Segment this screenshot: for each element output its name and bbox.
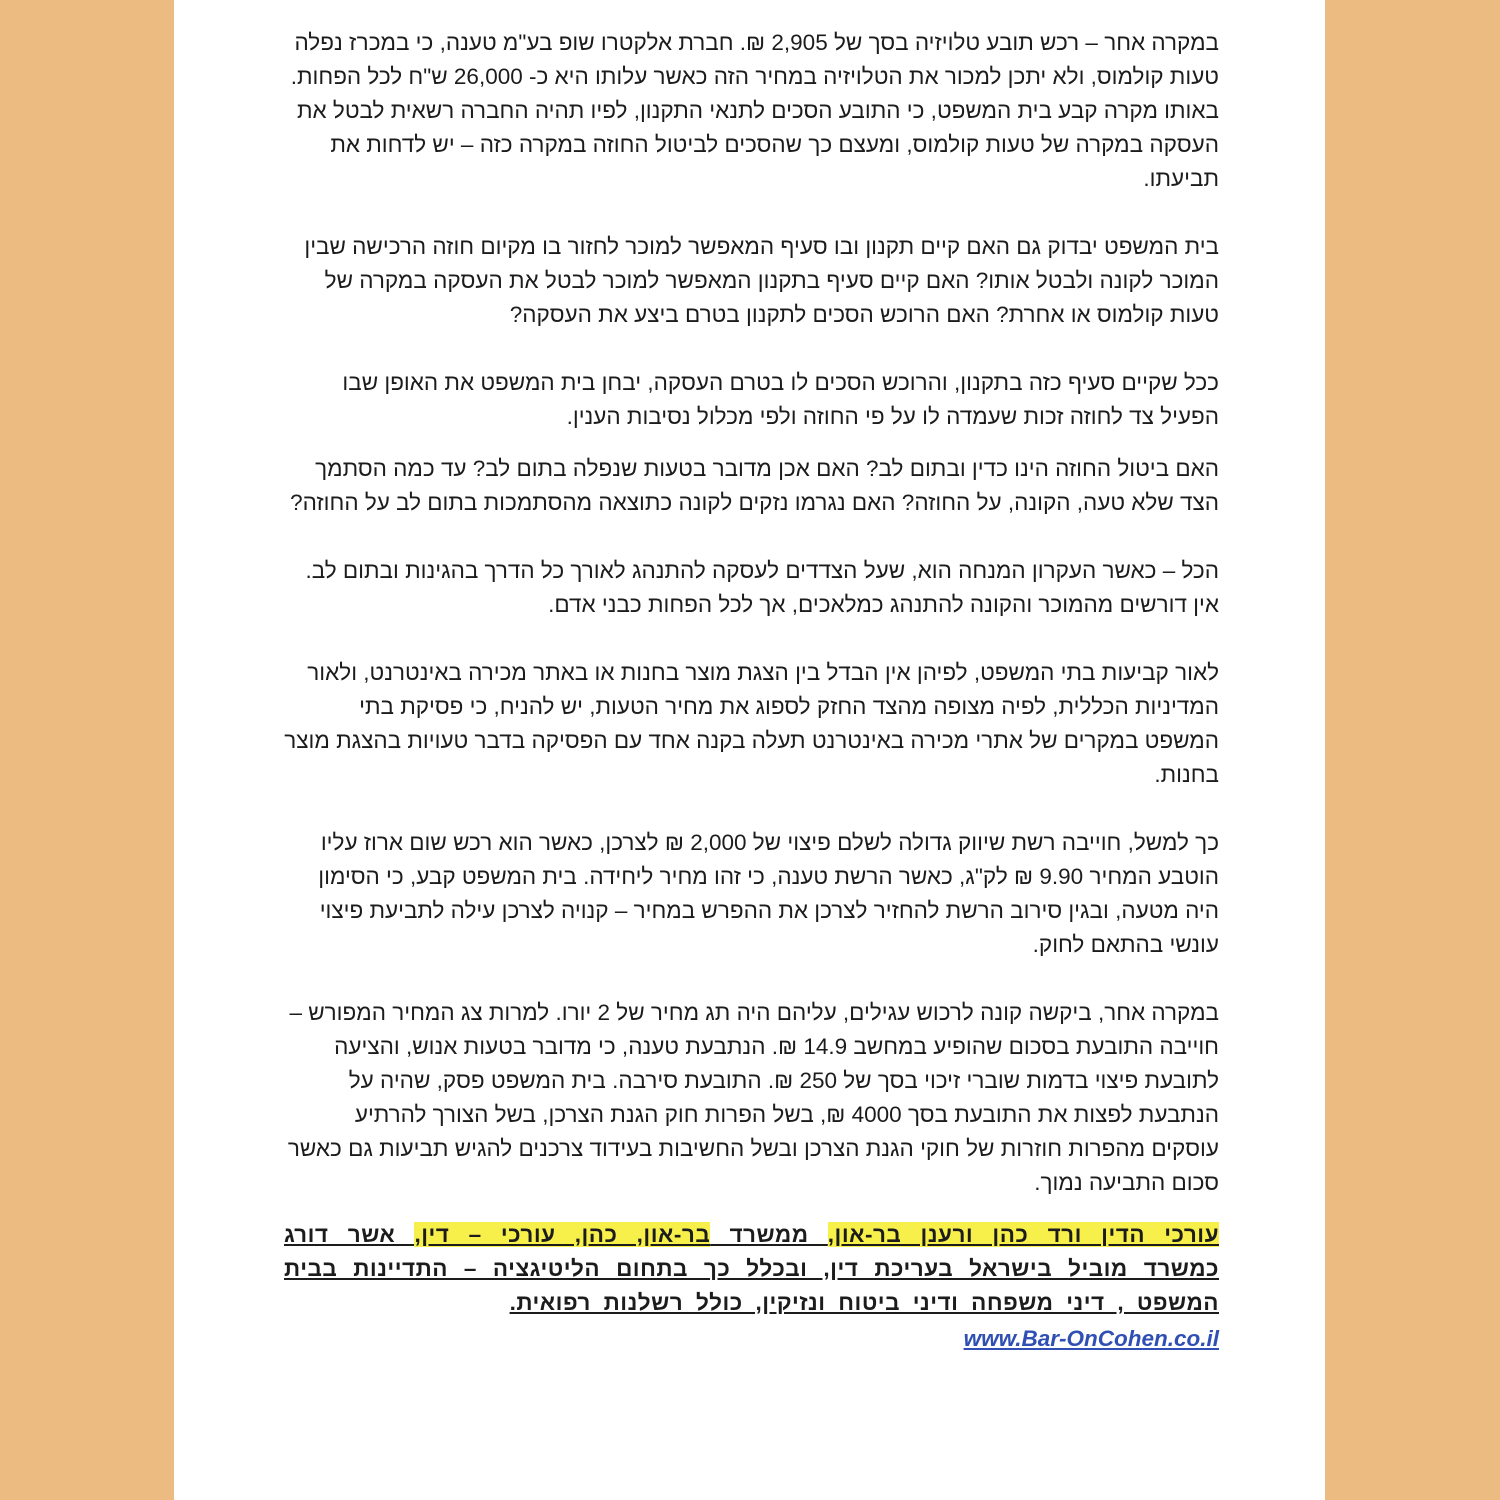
credit-connector: ממשרד	[710, 1222, 828, 1247]
highlight-lawyers: עורכי הדין ורד כהן ורענן בר-און,	[827, 1222, 1219, 1247]
paragraph-internet-sales: לאור קביעות בתי המשפט, לפיהן אין הבדל בין הצגת מוצר בחנות או באתר מכירה באינטרנט, ולאור המדיניות הכללית, לפיה מצופה מהצד החזק לספוג את מחיר הטעות, יש להניח, כי פסיקת בתי המשפט במקרים של אתרי מכירה באינטרנט תעלה בקנה אחד עם הפסיקה בדבר טעויות בהצגת מוצר בחנות.	[284, 660, 1219, 787]
paragraph-good-faith-questions: האם ביטול החוזה הינו כדין ובתום לב? האם אכן מדובר בטעות שנפלה בתום לב? עד כמה הסתמך הצד שלא טעה, הקונה, על החוזה? האם נגרמו נזקים לקונה כתוצאה מהסתמכות בתום לב על החוזה?	[290, 456, 1219, 515]
document-content	[284, 26, 1219, 1356]
paragraph-terms-check: בית המשפט יבדוק גם האם קיים תקנון ובו סעיף המאפשר למוכר לחזור בו מקיום חוזה הרכישה שבין המוכר לקונה ולבטל אותו? האם קיים סעיף בתקנון המאפשר למוכר לבטל את העסקה במקרה של טעות קולמוס או אחרת? האם הרוכש הסכים לתקנון בטרם ביצע את העסקה?	[304, 234, 1219, 327]
highlight-firm-name: בר-און, כהן, עורכי – דין,	[414, 1222, 711, 1247]
paragraph-garlic-case: כך למשל, חוייבה רשת שיווק גדולה לשלם פיצוי של 2,000 ₪ לצרכן, כאשר הוא רכש שום ארוז עליו הוטבע המחיר 9.90 ₪ לק"ג, כאשר הרשת טענה, כי זהו מחיר ליחידה. בית המשפט קבע, כי הסימון היה מטעה, ובגין סירוב הרשת להחזיר לצרכן את ההפרש במחיר – קנויה לצרכן עילה לתביעת פיצוי עונשי בהתאם לחוק.	[318, 830, 1219, 957]
credit-description: אשר דורג כמשרד מוביל בישראל בעריכת דין, ובכלל כך בתחום הליטיגציה – התדיינות בבית המשפט , דיני משפחה ודיני ביטוח ונזיקין, כולל רשלנות רפואית.	[284, 1222, 1219, 1315]
paragraph-television-case: במקרה אחר – רכש תובע טלויזיה בסך של 2,905 ₪. חברת אלקטרו שופ בע"מ טענה, כי במכרז נפלה טעות קולמוס, ולא יתכן למכור את הטלויזיה במחיר הזה כאשר עלותו היא כ- 26,000 ש"ח לכל הפחות. באותו מקרה קבע בית המשפט, כי התובע הסכים לתנאי התקנון, לפיו תהיה החברה רשאית לבטל את העסקה במקרה של טעות קולמוס, ומעצם כך שהסכים לביטול החוזה במקרה כזה – יש לדחות את תביעתו.	[290, 30, 1219, 191]
paragraph-terms-clause: ככל שקיים סעיף כזה בתקנון, והרוכש הסכים לו בטרם העסקה, יבחן בית המשפט את האופן שבו הפעיל צד לחוזה זכות שעמדה לו על פי החוזה ולפי מכלול נסיבות הענין.	[342, 370, 1219, 429]
website-link[interactable]: www.Bar-OnCohen.co.il	[963, 1326, 1219, 1351]
document-page	[174, 0, 1325, 1500]
paragraph-earrings-case: במקרה אחר, ביקשה קונה לרכוש עגילים, עליהם היה תג מחיר של 2 יורו. למרות צג המחיר המפורש – חוייבה התובעת בסכום שהופיע במחשב 14.9 ₪. הנתבעת טענה, כי מדובר בטעות אנוש, והציעה לתובעת פיצוי בדמות שוברי זיכוי בסך של 250 ₪. התובעת סירבה. בית המשפט פסק, שהיה על הנתבעת לפצות את התובעת בסך 4000 ₪, בשל הפרות חוק הגנת הצרכן, בשל הצורך להרתיע עוסקים מהפרות חוזרות של חוקי הגנת הצרכן ובשל החשיבות בעידוד צרכנים להגיש תביעות גם כאשר סכום התביעה נמוך.	[287, 1000, 1219, 1195]
law-firm-credit	[284, 1218, 1219, 1320]
paragraph-guiding-principle: הכל – כאשר העקרון המנחה הוא, שעל הצדדים לעסקה להתנהג לאורך כל הדרך בהגינות ובתום לב. אין דורשים מהמוכר והקונה להתנהג כמלאכים, אך לכל הפחות כבני אדם.	[305, 558, 1219, 617]
